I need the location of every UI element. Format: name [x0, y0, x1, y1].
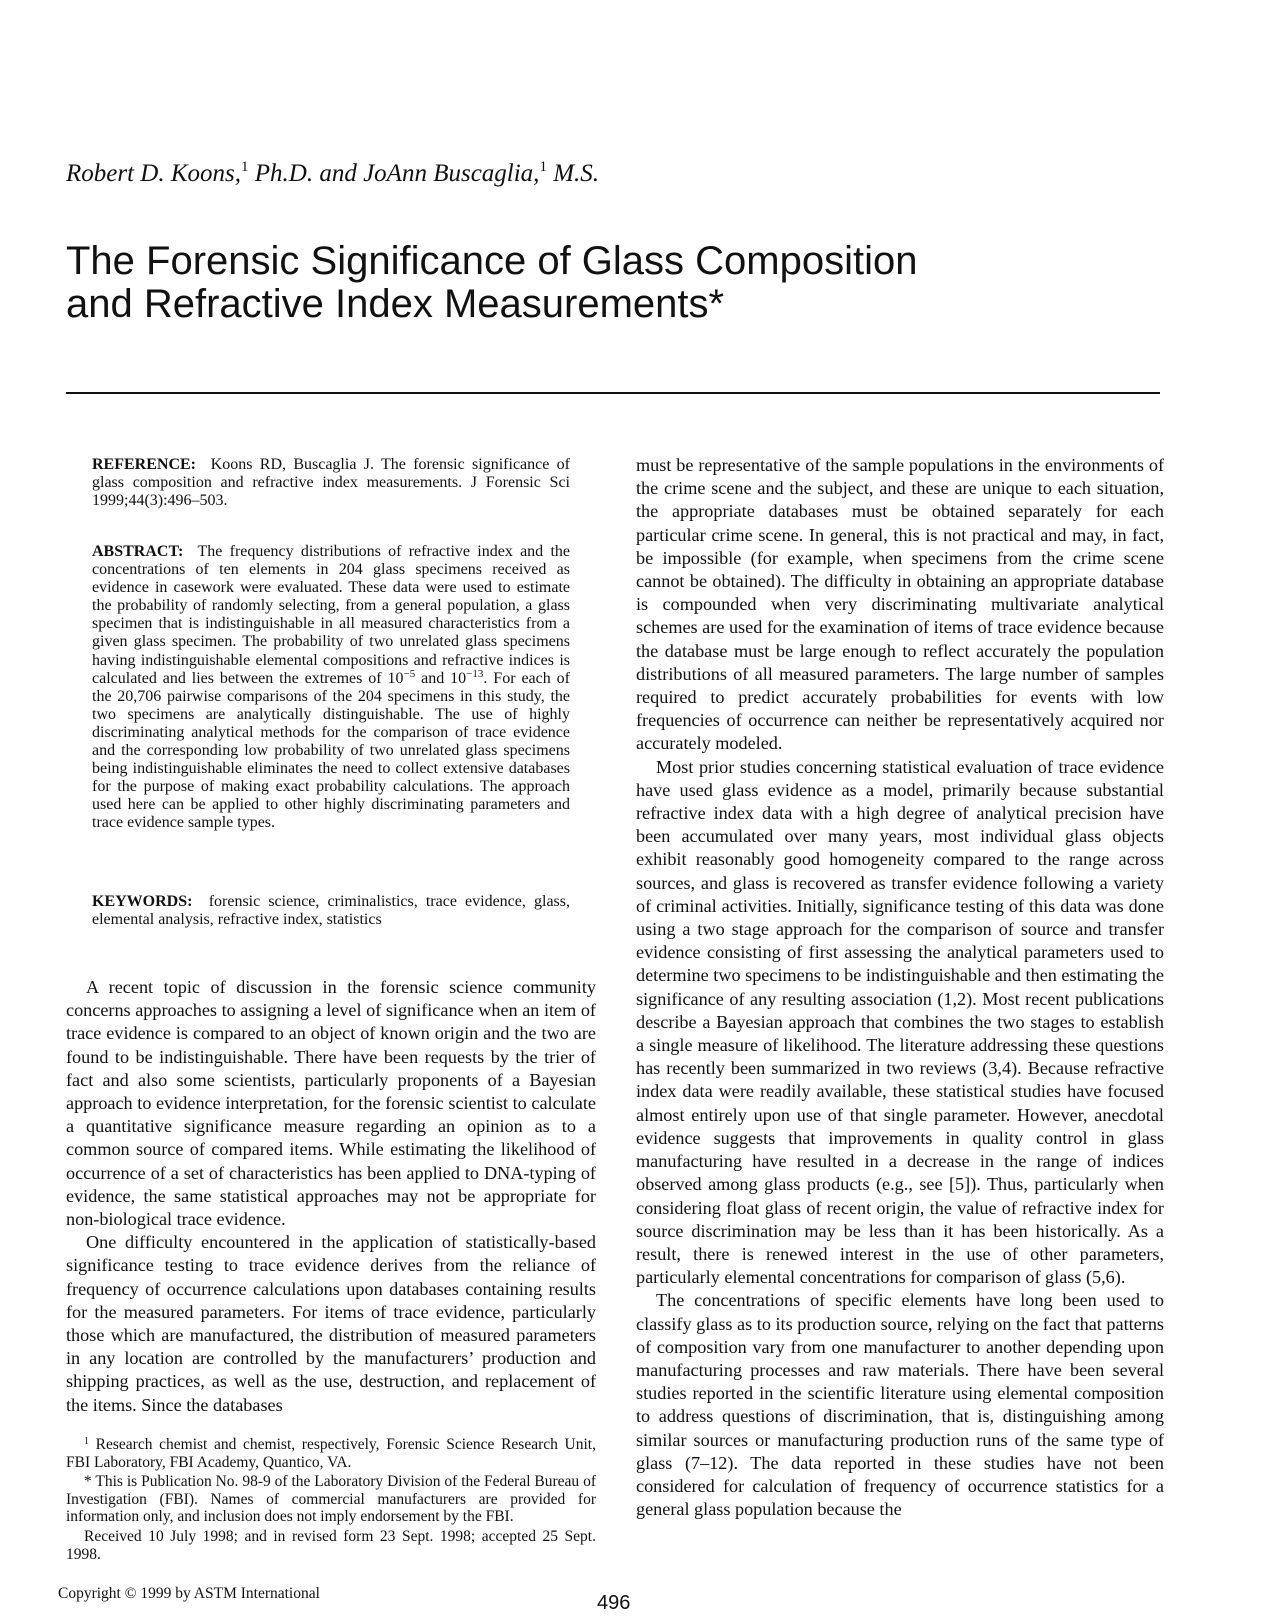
title-line-2: and Refractive Index Measurements* — [66, 282, 725, 326]
footnotes — [66, 1436, 596, 1565]
abstract-text-a: The frequency distributions of refractive index and the concentrations of ten elements in 204 glass specimens received as evidence in casework were evaluated. These data were used to estimate the probability of randomly selecting, from a general population, a glass specimen that is indistinguishable in all measured characteristics from a given glass specimen. The probability of two unrelated glass specimens having indistinguishable elemental compositions and refractive indices is calculated and lies between the extremes of 10 — [92, 543, 570, 687]
keywords-label: KEYWORDS: — [92, 893, 193, 910]
reference-block — [92, 456, 570, 510]
title-divider — [66, 392, 1160, 394]
copyright-notice: Copyright © 1999 by ASTM International — [58, 1585, 320, 1602]
body-paragraph: must be representative of the sample populations in the environments of the crime scene and the subject, and these are unique to each situation, the appropriate databases must be obtained separately for each particular crime scene. In general, this is not practical and may, in fact, be impossible (for example, when specimens from the crime scene cannot be obtained). The difficulty in obtaining an appropriate database is compounded when very discriminating multivariate analytical schemes are used for the examination of items of trace evidence because the database must be large enough to reflect accurately the population distributions of all measured parameters. The large number of samples required to predict accurately probabilities for events with low frequencies of occurrence can neither be representatively acquired nor accurately modeled. — [636, 455, 1164, 754]
abstract-exponent-2: −13 — [466, 667, 484, 680]
right-column-body — [636, 454, 1164, 1521]
body-paragraph: One difficulty encountered in the application of statistically-based significance testing to trace evidence derives from the reliance of frequency of occurrence calculations upon databases containing results for the measured parameters. For items of trace evidence, particularly those which are manufactured, the distribution of measured parameters in any location are controlled by the manufacturers’ production and shipping practices, as well as the use, destruction, and replacement of the items. Since the databases — [66, 1232, 596, 1415]
author-1: Robert D. Koons, — [66, 160, 241, 187]
abstract-block — [92, 543, 570, 833]
author-1-footnote-mark: 1 — [241, 159, 249, 175]
page-number: 496 — [597, 1592, 631, 1614]
author-1-degree-and-author-2: Ph.D. and JoAnn Buscaglia, — [248, 160, 540, 187]
footnote-1 — [66, 1436, 596, 1471]
body-paragraph: A recent topic of discussion in the forensic science community concerns approaches to assigning a level of significance when an item of trace evidence is compared to an object of known origin and the two are found to be indistinguishable. There have been requests by the trier of fact and also some scientists, particularly proponents of a Bayesian approach to evidence interpretation, for the forensic scientist to calculate a quantitative significance measure regarding an opinion as to a common source of compared items. While estimating the likelihood of occurrence of a set of characteristics has been applied to DNA-typing of evidence, the same statistical approaches may not be appropriate for non-biological trace evidence. — [66, 977, 596, 1230]
abstract-label: ABSTRACT: — [92, 543, 184, 560]
reference-label: REFERENCE: — [92, 456, 197, 473]
footnote-1-text: Research chemist and chemist, respectively, Forensic Science Research Unit, FBI Laboratory, FBI Academy, Quantico, VA. — [66, 1436, 596, 1471]
received-dates: Received 10 July 1998; and in revised form 23 Sept. 1998; accepted 25 Sept. 1998. — [66, 1527, 596, 1563]
keywords-block — [92, 893, 570, 929]
paper-title — [66, 240, 917, 326]
author-line — [66, 160, 599, 188]
title-line-1: The Forensic Significance of Glass Composition — [66, 239, 918, 283]
author-2-footnote-mark: 1 — [539, 159, 547, 175]
body-paragraph: The concentrations of specific elements have long been used to classify glass as to its production source, relying on the fact that patterns of composition vary from one manufacturer to another depending upon manufacturing processes and raw materials. There have been several studies reported in the scientific literature using elemental composition to address questions of discrimination, that is, distinguishing among similar sources or manufacturing production runs of the same type of glass (7–12). The data reported in these studies have not been considered for calculation of frequency of occurrence statistics for a general glass population because the — [636, 1290, 1164, 1520]
author-2-degree: M.S. — [546, 160, 600, 187]
footnote-2: * This is Publication No. 98-9 of the Laboratory Division of the Federal Bureau of Investigation (FBI). Names of commercial manufacturers are provided for information only, and inclusion does not imply endorsement by the FBI. — [66, 1473, 596, 1526]
keywords-text: forensic science, criminalistics, trace evidence, glass, elemental analysis, refractive index, statistics — [92, 893, 570, 929]
footnote-1-mark: 1 — [84, 1436, 89, 1447]
abstract-exponent-1: −5 — [403, 667, 416, 680]
reference-text: Koons RD, Buscaglia J. The forensic significance of glass composition and refractive index measurements. J Forensic Sci 1999;44(3):496–503. — [92, 456, 571, 510]
abstract-text-c: . For each of the 20,706 pairwise comparisons of the 204 specimens in this study, the two specimens are analytically distinguishable. The use of highly discriminating analytical methods for the comparison of trace evidence and the corresponding low probability of two unrelated glass specimens being indistinguishable eliminates the need to collect extensive databases for the purpose of making exact probability calculations. The approach used here can be applied to other highly discriminating parameters and trace evidence sample types. — [92, 669, 571, 832]
left-column-body — [66, 976, 596, 1417]
body-paragraph: Most prior studies concerning statistical evaluation of trace evidence have used glass evidence as a model, primarily because substantial refractive index data with a high degree of analytical precision have been accumulated over many years, most individual glass objects exhibit reasonably good homogeneity compared to the range across sources, and glass is recovered as transfer evidence following a variety of criminal activities. Initially, significance testing of this data was done using a two stage approach for the comparison of source and transfer evidence consisting of first assessing the analytical parameters used to determine two specimens to be indistinguishable and then estimating the significance of any resulting association (1,2). Most recent publications describe a Bayesian approach that combines the two stages to establish a single measure of likelihood. The literature addressing these questions has recently been summarized in two reviews (3,4). Because refractive index data were readily available, these statistical studies have focused almost entirely upon use of that single parameter. However, anecdotal evidence suggests that improvements in quality control in glass manufacturing have resulted in a decrease in the range of indices observed among glass products (e.g., see [5]). Thus, particularly when considering float glass of recent origin, the value of refractive index for source discrimination may be less than it has been historically. As a result, there is renewed interest in the use of other parameters, particularly elemental concentrations for comparison of glass (5,6). — [636, 756, 1164, 1288]
abstract-text-b: and 10 — [415, 669, 467, 687]
